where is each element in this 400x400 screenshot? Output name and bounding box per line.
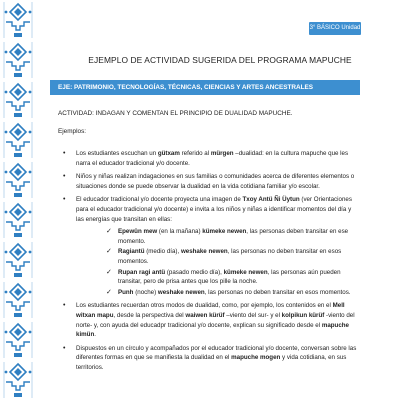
activity-heading: ACTIVIDAD: INDAGAN Y COMENTAN EL PRINCIPIO DE DUALIDAD MAPUCHE. (58, 110, 293, 117)
eje-banner: EJE: PATRIMONIO, TECNOLOGÍAS, TÉCNICAS, CIENCIAS Y ARTES ANCESTRALES (50, 80, 360, 95)
text: y vida cotidiana, en sus territorios. (76, 354, 347, 371)
term: mapuche kimün (76, 321, 349, 339)
text: (ver Orientaciones para el educador tradicional y/o docente) e invita a los niños y niñas a identificar momentos del día y las energías que transitan en ellas: (76, 196, 352, 223)
text: –dualidad: en la cultura mapuche que les narra el educador tradicional y/o docente. (76, 150, 349, 167)
text: , las personas deben transitar en ese momento. (118, 228, 349, 245)
check-icon: ✓ (106, 288, 112, 296)
text: El educador tradicional y/o docente proyecta una imagen de (76, 196, 243, 204)
list-item (58, 172, 358, 191)
examples-content (58, 149, 358, 376)
examples-label: Ejemplos: (58, 128, 87, 135)
check-item (76, 227, 358, 246)
examples-list (58, 149, 358, 372)
text: , las personas aún pueden transitar, pero de prisa antes que los pille la noche. (118, 268, 341, 286)
text: Dispuestos en un círculo y acompañados por el educador tradicional y/o docente, conversan sobre las diferentes formas en que se manifiesta la dualidad en el (76, 344, 357, 362)
text: Los estudiantes escuchan un (76, 150, 158, 157)
list-item (58, 149, 358, 168)
text: (pasado medio día), (165, 268, 224, 276)
unit-badge: 3° BÁSICO Unidad 4 (309, 22, 361, 35)
list-item (58, 344, 358, 373)
term: Mell witxan mapu (76, 302, 345, 319)
text: -viento del norte- y, con ayuda del educadpr tradicional y/o docente, explican su significado desde el (76, 311, 355, 329)
text: Niños y niñas realizan indagaciones en sus familias o comunidades acerca de diferentes elementos o situaciones donde se puede observar la dualidad en la vida cotidiana familiar y/o escolar. (76, 173, 355, 190)
text: (medio día), (144, 248, 181, 256)
term: weshake newen (180, 248, 228, 256)
term: kümeke newen (202, 228, 247, 236)
term: kolpikun kürüf (281, 311, 325, 319)
text: –viento del sur- y el (224, 311, 282, 319)
term: Rupan ragi antü (118, 268, 166, 276)
term: waiwen kürüf (185, 311, 225, 319)
check-icon: ✓ (106, 268, 112, 276)
term: Epewün mew (118, 228, 158, 236)
check-item (76, 247, 358, 266)
text: , desde la perspectiva del (113, 311, 186, 319)
term: Ragiantü (118, 248, 145, 256)
term: mürgen (210, 150, 234, 157)
mapuche-border-pattern-icon (0, 0, 36, 400)
text: (en la mañana) (157, 228, 203, 236)
list-item (58, 301, 358, 339)
text: referido al (179, 150, 211, 157)
text: , las personas no deben transitar en esos momentos. (204, 288, 351, 296)
term: Txoy Antü Ñi Üytun (242, 196, 300, 204)
text: Los estudiantes recuerdan otros modos de dualidad, como, por ejemplo, los contenidos en el (76, 302, 333, 310)
list-item (58, 195, 358, 297)
term: weshake newen (157, 288, 205, 296)
term: kümeke newen (223, 268, 268, 276)
text: (noche) (133, 288, 158, 296)
text: . (94, 331, 96, 339)
page-title: EJEMPLO DE ACTIVIDAD SUGERIDA DEL PROGRAMA MAPUCHE (88, 55, 352, 65)
term: mapuche mogen (231, 354, 281, 362)
check-icon: ✓ (106, 248, 112, 256)
check-item (76, 268, 358, 287)
check-icon: ✓ (106, 228, 112, 236)
text: , las personas no deben transitar en esos momentos. (118, 248, 342, 265)
term: Punh (118, 288, 134, 296)
check-item (76, 288, 358, 298)
moments-list (76, 227, 358, 297)
term: gütxam (157, 150, 180, 157)
